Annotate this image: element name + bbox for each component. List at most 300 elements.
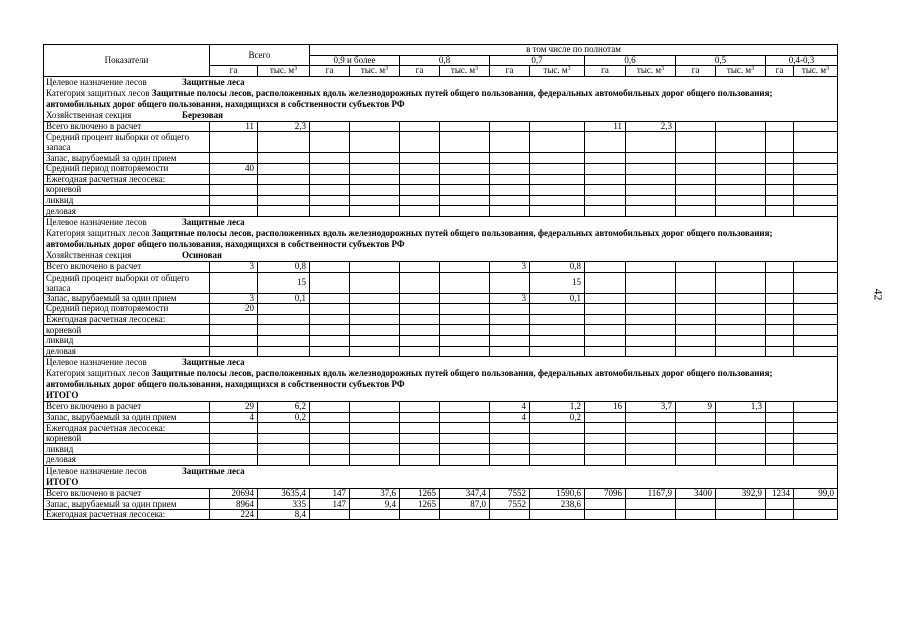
row-value — [794, 335, 838, 346]
row-value — [585, 335, 626, 346]
row-value: 224 — [210, 509, 258, 520]
row-value — [530, 195, 585, 206]
row-label: деловая — [44, 346, 210, 357]
section-info-row — [44, 250, 838, 262]
table-row — [44, 509, 838, 520]
row-value — [400, 261, 440, 272]
row-value: 4 — [490, 412, 530, 423]
row-value — [490, 185, 530, 196]
page-number: 42 — [871, 288, 886, 301]
row-value — [585, 314, 626, 325]
row-value — [440, 185, 490, 196]
row-value — [440, 423, 490, 434]
row-value — [794, 195, 838, 206]
row-value: 15 — [258, 272, 310, 293]
section-label: Хозяйственная секция — [46, 109, 132, 120]
row-value — [490, 132, 530, 153]
row-value — [626, 195, 676, 206]
row-value — [794, 304, 838, 315]
row-label: Средний процент выборки от общего запаса — [44, 132, 210, 153]
purpose-value: Защитные леса — [182, 357, 245, 368]
unit-volume-exponent: 3 — [661, 66, 665, 73]
header-unit-volume — [530, 66, 585, 77]
total-label: ИТОГО — [46, 476, 79, 487]
row-value — [210, 455, 258, 466]
row-value — [766, 423, 794, 434]
row-value — [350, 325, 400, 336]
row-value: 347,4 — [440, 488, 490, 499]
table-row — [44, 163, 838, 174]
row-value — [350, 293, 400, 304]
row-value — [716, 261, 766, 272]
row-value: 3,7 — [626, 402, 676, 413]
row-value — [530, 455, 585, 466]
row-value — [716, 163, 766, 174]
row-label: ликвид — [44, 195, 210, 206]
row-value — [258, 185, 310, 196]
table-row — [44, 444, 838, 455]
row-value — [310, 293, 350, 304]
category-value: Защитные полосы лесов, расположенных вдоль железнодорожных путей общего пользования, федеральных автомобильных дорог общего пользования; автомобильных дорог общего пользования, находящихся в собственности субъектов РФ — [46, 87, 773, 109]
row-value — [716, 346, 766, 357]
row-value — [530, 153, 585, 164]
row-value — [676, 335, 716, 346]
row-value: 1265 — [400, 488, 440, 499]
row-label: Всего включено в расчет — [44, 402, 210, 413]
row-value — [490, 206, 530, 217]
row-value — [676, 423, 716, 434]
row-value: 40 — [210, 163, 258, 174]
section-info-cell — [44, 357, 838, 369]
row-value — [210, 132, 258, 153]
row-value — [626, 272, 676, 293]
header-density-5: 0,4-0,3 — [766, 55, 838, 66]
section-info-cell — [44, 110, 838, 122]
row-label: корневой — [44, 325, 210, 336]
row-value — [716, 293, 766, 304]
row-value — [794, 153, 838, 164]
row-value — [676, 314, 716, 325]
section-value: Березовая — [182, 109, 224, 120]
row-value — [676, 293, 716, 304]
row-value — [766, 206, 794, 217]
row-value — [794, 499, 838, 510]
purpose-value: Защитные леса — [182, 76, 245, 87]
row-value — [676, 153, 716, 164]
row-value — [310, 433, 350, 444]
purpose-value: Защитные леса — [182, 216, 245, 227]
header-unit-ha: га — [766, 66, 794, 77]
row-value: 2,3 — [258, 121, 310, 132]
row-value — [440, 412, 490, 423]
row-label: корневой — [44, 185, 210, 196]
row-value — [794, 163, 838, 174]
row-value — [210, 335, 258, 346]
section-label: Хозяйственная секция — [46, 249, 132, 260]
row-value — [400, 325, 440, 336]
row-value — [626, 325, 676, 336]
row-value — [716, 335, 766, 346]
row-value — [766, 185, 794, 196]
row-value — [626, 174, 676, 185]
row-label: Средний процент выборки от общего запаса — [44, 272, 210, 293]
row-value — [585, 206, 626, 217]
row-value — [766, 402, 794, 413]
table-row — [44, 174, 838, 185]
row-label: Всего включено в расчет — [44, 488, 210, 499]
category-label: Категория защитных лесов — [46, 87, 150, 98]
row-value — [766, 455, 794, 466]
row-value — [350, 335, 400, 346]
row-value: 0,1 — [530, 293, 585, 304]
row-value: 3635,4 — [258, 488, 310, 499]
row-value — [585, 433, 626, 444]
row-value — [585, 304, 626, 315]
unit-volume-text: тыс. м — [543, 65, 568, 76]
row-value — [310, 444, 350, 455]
row-value — [440, 346, 490, 357]
row-value — [440, 402, 490, 413]
row-value — [626, 185, 676, 196]
row-value — [400, 293, 440, 304]
row-value — [490, 304, 530, 315]
header-unit-ha: га — [490, 66, 530, 77]
purpose-label: Целевое назначение лесов — [46, 357, 147, 368]
table-row — [44, 314, 838, 325]
row-value — [794, 402, 838, 413]
table-row — [44, 325, 838, 336]
row-value — [350, 346, 400, 357]
row-value — [530, 314, 585, 325]
section-info-row — [44, 110, 838, 122]
row-value — [794, 509, 838, 520]
row-value — [766, 325, 794, 336]
header-total: Всего — [210, 45, 310, 66]
header-density-1: 0,8 — [400, 55, 490, 66]
row-value — [400, 185, 440, 196]
row-value — [310, 272, 350, 293]
row-value — [310, 206, 350, 217]
row-value — [490, 346, 530, 357]
category-label: Категория защитных лесов — [46, 368, 150, 379]
row-value — [210, 433, 258, 444]
row-value — [794, 132, 838, 153]
row-label: Средний период повторяемости — [44, 304, 210, 315]
row-value — [258, 455, 310, 466]
row-value: 7096 — [585, 488, 626, 499]
row-label: Средний период повторяемости — [44, 163, 210, 174]
purpose-label: Целевое назначение лесов — [46, 76, 147, 87]
row-label: Всего включено в расчет — [44, 121, 210, 132]
row-value — [676, 433, 716, 444]
row-value — [440, 261, 490, 272]
row-value: 0,1 — [258, 293, 310, 304]
row-value — [400, 195, 440, 206]
table-row — [44, 304, 838, 315]
section-info-cell — [44, 216, 838, 228]
row-value — [585, 185, 626, 196]
row-value — [310, 121, 350, 132]
row-value: 4 — [490, 402, 530, 413]
row-value — [716, 153, 766, 164]
row-value — [676, 444, 716, 455]
section-info-cell — [44, 390, 838, 402]
row-label: деловая — [44, 206, 210, 217]
row-value — [400, 174, 440, 185]
row-value: 3 — [490, 293, 530, 304]
row-value — [490, 509, 530, 520]
row-label: деловая — [44, 455, 210, 466]
row-label: Ежегодная расчетная лесосека: — [44, 174, 210, 185]
table-row — [44, 272, 838, 293]
row-value — [585, 272, 626, 293]
header-indicators: Показатели — [44, 45, 210, 77]
header-unit-volume — [350, 66, 400, 77]
row-value — [626, 455, 676, 466]
row-value — [310, 261, 350, 272]
header-unit-ha: га — [585, 66, 626, 77]
row-value — [716, 412, 766, 423]
row-value — [490, 455, 530, 466]
row-value — [440, 195, 490, 206]
row-value — [716, 499, 766, 510]
row-value — [258, 335, 310, 346]
row-value — [766, 195, 794, 206]
row-value: 0,8 — [530, 261, 585, 272]
unit-volume-text: тыс. м — [269, 65, 295, 76]
row-value — [794, 433, 838, 444]
row-value — [676, 195, 716, 206]
table-body — [44, 76, 838, 520]
row-value — [210, 346, 258, 357]
header-density-3: 0,6 — [585, 55, 676, 66]
row-value — [676, 412, 716, 423]
row-value: 3 — [210, 293, 258, 304]
table-row — [44, 121, 838, 132]
row-value — [400, 132, 440, 153]
row-value — [310, 132, 350, 153]
row-value — [440, 153, 490, 164]
row-value — [210, 423, 258, 434]
row-value — [626, 132, 676, 153]
row-value — [766, 163, 794, 174]
row-value — [258, 314, 310, 325]
row-value — [794, 174, 838, 185]
section-info-row — [44, 76, 838, 88]
row-value — [676, 272, 716, 293]
row-value — [310, 335, 350, 346]
row-value — [258, 153, 310, 164]
row-value — [585, 509, 626, 520]
table-row — [44, 455, 838, 466]
row-value — [530, 304, 585, 315]
unit-volume-text: тыс. м — [360, 65, 386, 76]
header-unit-ha: га — [210, 66, 258, 77]
row-value — [490, 314, 530, 325]
row-value — [350, 304, 400, 315]
row-value: 7552 — [490, 488, 530, 499]
row-label: Всего включено в расчет — [44, 261, 210, 272]
row-value: 1590,6 — [530, 488, 585, 499]
row-value: 99,0 — [794, 488, 838, 499]
section-info-row — [44, 368, 838, 390]
category-value: Защитные полосы лесов, расположенных вдоль железнодорожных путей общего пользования, федеральных автомобильных дорог общего пользования; автомобильных дорог общего пользования, находящихся в собственности субъектов РФ — [46, 368, 773, 390]
row-value — [530, 423, 585, 434]
row-value — [490, 272, 530, 293]
row-value — [794, 121, 838, 132]
section-info-cell — [44, 88, 838, 110]
row-value — [766, 121, 794, 132]
row-value — [585, 261, 626, 272]
section-info-cell — [44, 250, 838, 262]
row-value — [350, 132, 400, 153]
row-value — [716, 423, 766, 434]
row-value — [350, 195, 400, 206]
row-value: 29 — [210, 402, 258, 413]
row-value — [350, 272, 400, 293]
table-row — [44, 206, 838, 217]
row-value — [440, 433, 490, 444]
row-value — [350, 163, 400, 174]
row-value — [794, 455, 838, 466]
row-value — [210, 153, 258, 164]
row-value — [530, 185, 585, 196]
row-value — [626, 412, 676, 423]
row-value — [716, 272, 766, 293]
row-value — [258, 206, 310, 217]
row-value — [490, 163, 530, 174]
table-row — [44, 132, 838, 153]
row-value: 16 — [585, 402, 626, 413]
row-value — [490, 153, 530, 164]
row-value — [626, 499, 676, 510]
row-value — [350, 174, 400, 185]
row-value — [716, 455, 766, 466]
row-value — [766, 412, 794, 423]
row-value — [585, 293, 626, 304]
row-value — [210, 444, 258, 455]
row-value — [350, 261, 400, 272]
row-value — [530, 121, 585, 132]
section-info-row — [44, 88, 838, 110]
row-value — [310, 185, 350, 196]
row-value — [585, 455, 626, 466]
row-value — [676, 163, 716, 174]
table-row — [44, 335, 838, 346]
row-value — [310, 174, 350, 185]
row-value — [400, 444, 440, 455]
row-value: 1167,9 — [626, 488, 676, 499]
row-value: 3400 — [676, 488, 716, 499]
row-value — [310, 163, 350, 174]
row-value — [676, 499, 716, 510]
table-row — [44, 185, 838, 196]
header-unit-volume — [716, 66, 766, 77]
row-value — [766, 433, 794, 444]
row-value — [490, 195, 530, 206]
row-value — [530, 335, 585, 346]
row-value — [440, 304, 490, 315]
row-value: 3 — [490, 261, 530, 272]
row-value — [350, 412, 400, 423]
row-value — [585, 444, 626, 455]
row-value — [400, 423, 440, 434]
row-value — [626, 433, 676, 444]
row-label: Ежегодная расчетная лесосека: — [44, 423, 210, 434]
row-value — [676, 325, 716, 336]
row-value — [440, 121, 490, 132]
row-value — [258, 195, 310, 206]
row-value: 0,2 — [530, 412, 585, 423]
row-value — [716, 433, 766, 444]
row-value — [585, 153, 626, 164]
row-value — [310, 412, 350, 423]
row-value — [350, 455, 400, 466]
row-value — [400, 402, 440, 413]
row-value — [440, 272, 490, 293]
row-value — [766, 444, 794, 455]
row-value — [490, 423, 530, 434]
row-value — [350, 314, 400, 325]
row-value — [350, 423, 400, 434]
row-value — [716, 121, 766, 132]
row-value — [440, 335, 490, 346]
header-unit-volume — [626, 66, 676, 77]
row-value — [626, 293, 676, 304]
row-value — [440, 132, 490, 153]
row-value — [400, 346, 440, 357]
row-value — [210, 185, 258, 196]
unit-volume-exponent: 3 — [475, 66, 479, 73]
row-value — [440, 509, 490, 520]
row-value — [440, 314, 490, 325]
unit-volume-exponent: 3 — [567, 66, 571, 73]
table-row — [44, 433, 838, 444]
row-value — [676, 455, 716, 466]
table-row — [44, 261, 838, 272]
row-value — [440, 455, 490, 466]
row-value — [626, 163, 676, 174]
row-value — [794, 293, 838, 304]
row-value — [794, 346, 838, 357]
row-value — [676, 304, 716, 315]
row-value — [490, 121, 530, 132]
row-value — [585, 346, 626, 357]
row-value — [585, 174, 626, 185]
row-value — [766, 509, 794, 520]
table-row — [44, 499, 838, 510]
row-value — [585, 163, 626, 174]
row-label: Запас, вырубаемый за один прием — [44, 412, 210, 423]
row-value — [400, 509, 440, 520]
row-value: 392,9 — [716, 488, 766, 499]
row-value — [766, 261, 794, 272]
row-value — [766, 304, 794, 315]
total-label: ИТОГО — [46, 390, 79, 401]
row-value — [626, 444, 676, 455]
row-value — [530, 163, 585, 174]
table-row — [44, 153, 838, 164]
section-info-row — [44, 465, 838, 477]
header-density-4: 0,5 — [676, 55, 766, 66]
unit-volume-exponent: 3 — [826, 66, 830, 73]
row-value — [258, 174, 310, 185]
row-value — [258, 325, 310, 336]
row-value — [794, 314, 838, 325]
row-value — [766, 174, 794, 185]
row-value — [585, 423, 626, 434]
unit-volume-text: тыс. м — [450, 65, 476, 76]
